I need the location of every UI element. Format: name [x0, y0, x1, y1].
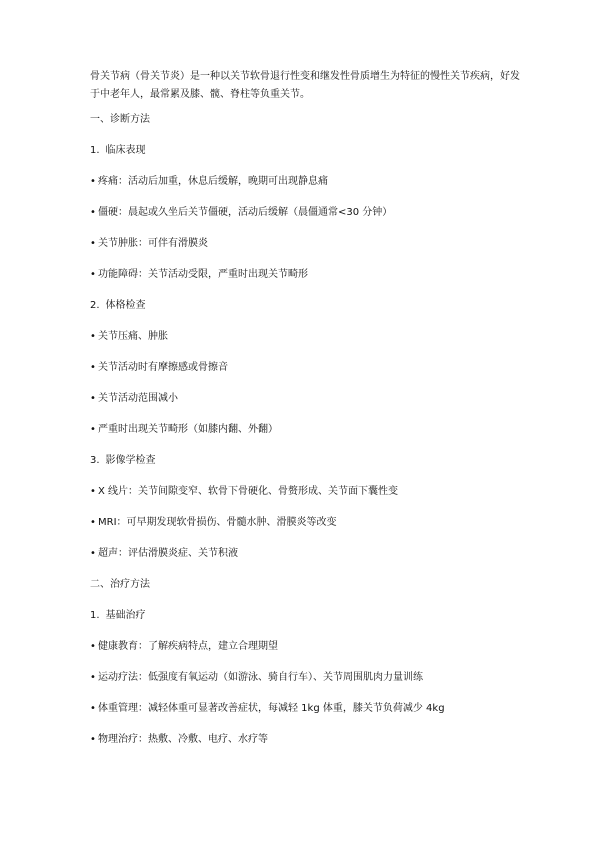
list-item — [90, 641, 520, 653]
bullet-icon: • — [90, 734, 96, 745]
bullet-icon: • — [90, 672, 96, 683]
list-item — [90, 548, 520, 560]
list-item-text: 运动疗法：低强度有氧运动（如游泳、骑自行车）、关节周围肌肉力量训练 — [98, 672, 423, 683]
bullet-icon: • — [90, 238, 96, 249]
bullet-icon: • — [90, 424, 96, 435]
subsection-number: 2. — [90, 300, 100, 311]
list-item-text: X 线片：关节间隙变窄、软骨下骨硬化、骨赘形成、关节面下囊性变 — [98, 486, 399, 497]
list-item — [90, 734, 520, 746]
list-item-text: 超声：评估滑膜炎症、关节积液 — [98, 548, 238, 559]
list-item-text: 关节活动时有摩擦感或骨擦音 — [98, 362, 228, 373]
bullet-icon: • — [90, 703, 96, 714]
subsection-title: 体格检查 — [105, 300, 146, 311]
list-item — [90, 672, 520, 684]
bullet-icon: • — [90, 548, 96, 559]
subsection-number: 1. — [90, 145, 100, 156]
list-item-text: 关节压痛、肿胀 — [98, 331, 168, 342]
subsection-number: 3. — [90, 455, 100, 466]
list-item — [90, 486, 520, 498]
list-item — [90, 424, 520, 436]
bullet-icon: • — [90, 269, 96, 280]
list-item-text: 功能障碍：关节活动受限，严重时出现关节畸形 — [98, 269, 308, 280]
list-item — [90, 176, 520, 188]
list-item — [90, 362, 520, 374]
subsection-heading-physical-exam — [90, 300, 520, 312]
bullet-icon: • — [90, 486, 96, 497]
subsection-heading-basic-treatment — [90, 610, 520, 622]
bullet-icon: • — [90, 331, 96, 342]
bullet-icon: • — [90, 517, 96, 528]
subsection-heading-imaging — [90, 455, 520, 467]
list-item — [90, 207, 520, 219]
list-item-text: 健康教育：了解疾病特点，建立合理期望 — [98, 641, 278, 652]
subsection-number: 1. — [90, 610, 100, 621]
bullet-icon: • — [90, 207, 96, 218]
list-item — [90, 238, 520, 250]
list-item-text: 关节活动范围减小 — [98, 393, 178, 404]
list-item — [90, 393, 520, 405]
list-item — [90, 517, 520, 529]
bullet-icon: • — [90, 176, 96, 187]
list-item-text: 严重时出现关节畸形（如膝内翻、外翻） — [98, 424, 278, 435]
document-page — [90, 68, 520, 765]
subsection-title: 基础治疗 — [105, 610, 146, 621]
section-heading-treatment: 二、治疗方法 — [90, 579, 150, 590]
subsection-title: 影像学检查 — [105, 455, 156, 466]
list-item-text: MRI：可早期发现软骨损伤、骨髓水肿、滑膜炎等改变 — [98, 517, 337, 528]
list-item-text: 关节肿胀：可伴有滑膜炎 — [98, 238, 208, 249]
intro-paragraph: 骨关节病（骨关节炎）是一种以关节软骨退行性变和继发性骨质增生为特征的慢性关节疾病，好发于中老年人，最常累及膝、髋、脊柱等负重关节。 — [90, 71, 520, 100]
list-item-text: 疼痛：活动后加重，休息后缓解，晚期可出现静息痛 — [98, 176, 328, 187]
list-item-text: 体重管理：减轻体重可显著改善症状，每减轻 1kg 体重，膝关节负荷减少 4kg — [98, 703, 445, 714]
list-item — [90, 331, 520, 343]
subsection-heading-clinical — [90, 145, 520, 157]
subsection-title: 临床表现 — [105, 145, 146, 156]
list-item-text: 物理治疗：热敷、冷敷、电疗、水疗等 — [98, 734, 268, 745]
bullet-icon: • — [90, 362, 96, 373]
list-item — [90, 703, 520, 715]
section-heading-diagnosis: 一、诊断方法 — [90, 114, 150, 125]
list-item-text: 僵硬：晨起或久坐后关节僵硬，活动后缓解（晨僵通常<30 分钟） — [98, 207, 393, 218]
bullet-icon: • — [90, 393, 96, 404]
bullet-icon: • — [90, 641, 96, 652]
list-item — [90, 269, 520, 281]
